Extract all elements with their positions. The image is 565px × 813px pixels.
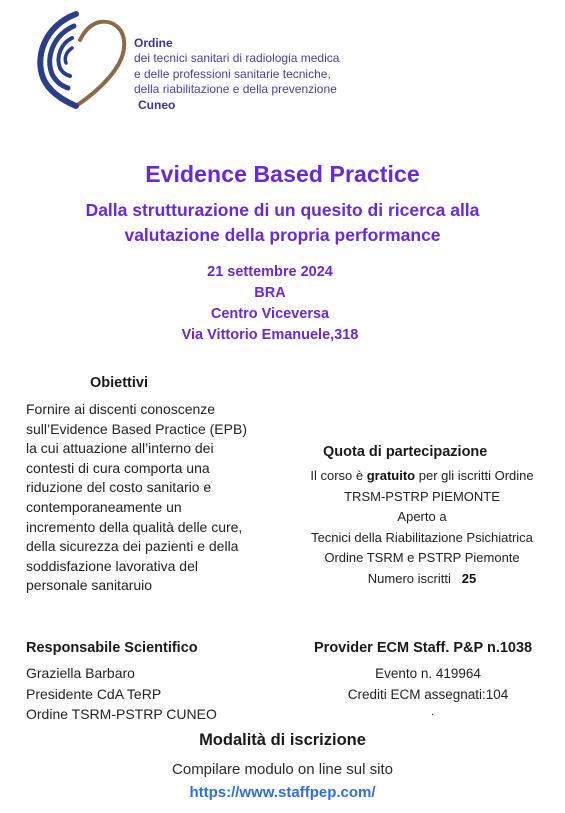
quota-line-4: Tecnici della Riabilitazione Psichiatrica: [311, 529, 533, 545]
quota-post: per gli iscritti Ordine: [415, 468, 534, 483]
logo-heart-shape: [76, 22, 124, 106]
quota-line-5: Ordine TSRM e PSTRP Piemonte: [324, 550, 520, 566]
registration-heading: Modalità di iscrizione: [199, 731, 366, 749]
quota-line-2: TRSM-PSTRP PIEMONTE: [344, 488, 500, 504]
event-address: Via Vittorio Emanuele,318: [181, 327, 359, 343]
org-line-1: dei tecnici sanitari di radiologia medica: [134, 51, 340, 66]
event-title: Evidence Based Practice: [145, 161, 420, 187]
subtitle-line-2: valutazione della propria performance: [124, 225, 441, 245]
subtitle-line-1: Dalla strutturazione di un quesito di ricerca alla: [85, 200, 480, 220]
event-city: BRA: [254, 285, 286, 301]
objectives-line: la cui attuazione all’interno dei: [26, 440, 214, 457]
iscritti-label: Numero iscritti: [367, 570, 451, 586]
org-line-3: della riabilitazione e della prevenzione: [134, 82, 337, 97]
quota-line-1: [286, 466, 558, 487]
provider-line: Evento n. 419964: [375, 666, 481, 681]
provider-line: Crediti ECM assegnati:104: [347, 686, 509, 702]
quota-pre: Il corso è: [310, 468, 367, 483]
quota-line-3: Aperto a: [397, 509, 447, 525]
event-details: [0, 262, 540, 346]
objectives-line: personale sanitaruio: [26, 577, 153, 594]
org-title: Ordine: [134, 36, 173, 50]
logo-arc-2: [50, 26, 74, 88]
objectives-line: riduzione del costo sanitario e: [26, 479, 212, 496]
event-venue: Centro Viceversa: [210, 306, 330, 322]
objectives-line: della sicurezza dei pazienti e della: [26, 538, 239, 555]
quota-details: [286, 466, 558, 590]
responsabile-line: Ordine TSRM-PSTRP CUNEO: [26, 706, 217, 723]
iscritti-value: 25: [461, 570, 477, 586]
order-logo: [30, 6, 130, 114]
objectives-line: contesti di cura comporta una: [26, 459, 210, 476]
objectives-heading: Obiettivi: [90, 375, 149, 391]
objectives-text: [26, 400, 286, 596]
organization-name: [134, 36, 339, 113]
objectives-line: sull’Evidence Based Practice (EPB): [26, 420, 247, 437]
quota-iscritti: [286, 569, 558, 590]
org-city: Cuneo: [138, 97, 176, 112]
registration-link[interactable]: https://www.staffpep.com/: [189, 784, 376, 801]
objectives-line: contemporaneamente un: [26, 498, 182, 515]
quota-free: gratuito: [366, 468, 416, 483]
provider-heading: Provider ECM Staff. P&P n.1038: [314, 640, 533, 656]
responsabile-line: Graziella Barbaro: [26, 665, 135, 681]
responsabile-details: [26, 663, 217, 725]
responsabile-line: Presidente CdA TeRP: [26, 685, 162, 702]
stray-dot: .: [431, 706, 435, 718]
logo-arc-4: [65, 48, 72, 63]
provider-details: [312, 664, 544, 705]
quota-heading: Quota di partecipazione: [323, 444, 488, 460]
objectives-line: Fornire ai discenti conoscenze: [26, 401, 216, 417]
responsabile-heading: Responsabile Scientifico: [26, 640, 198, 656]
org-line-2: e delle professioni sanitarie tecniche,: [134, 66, 331, 81]
objectives-line: soddisfazione lavorativa del: [26, 557, 198, 574]
event-date: 21 settembre 2024: [207, 264, 333, 280]
event-subtitle: [0, 198, 565, 248]
objectives-line: incremento della qualità delle cure,: [26, 518, 243, 535]
registration-text: Compilare modulo on line sul sito: [172, 761, 393, 778]
